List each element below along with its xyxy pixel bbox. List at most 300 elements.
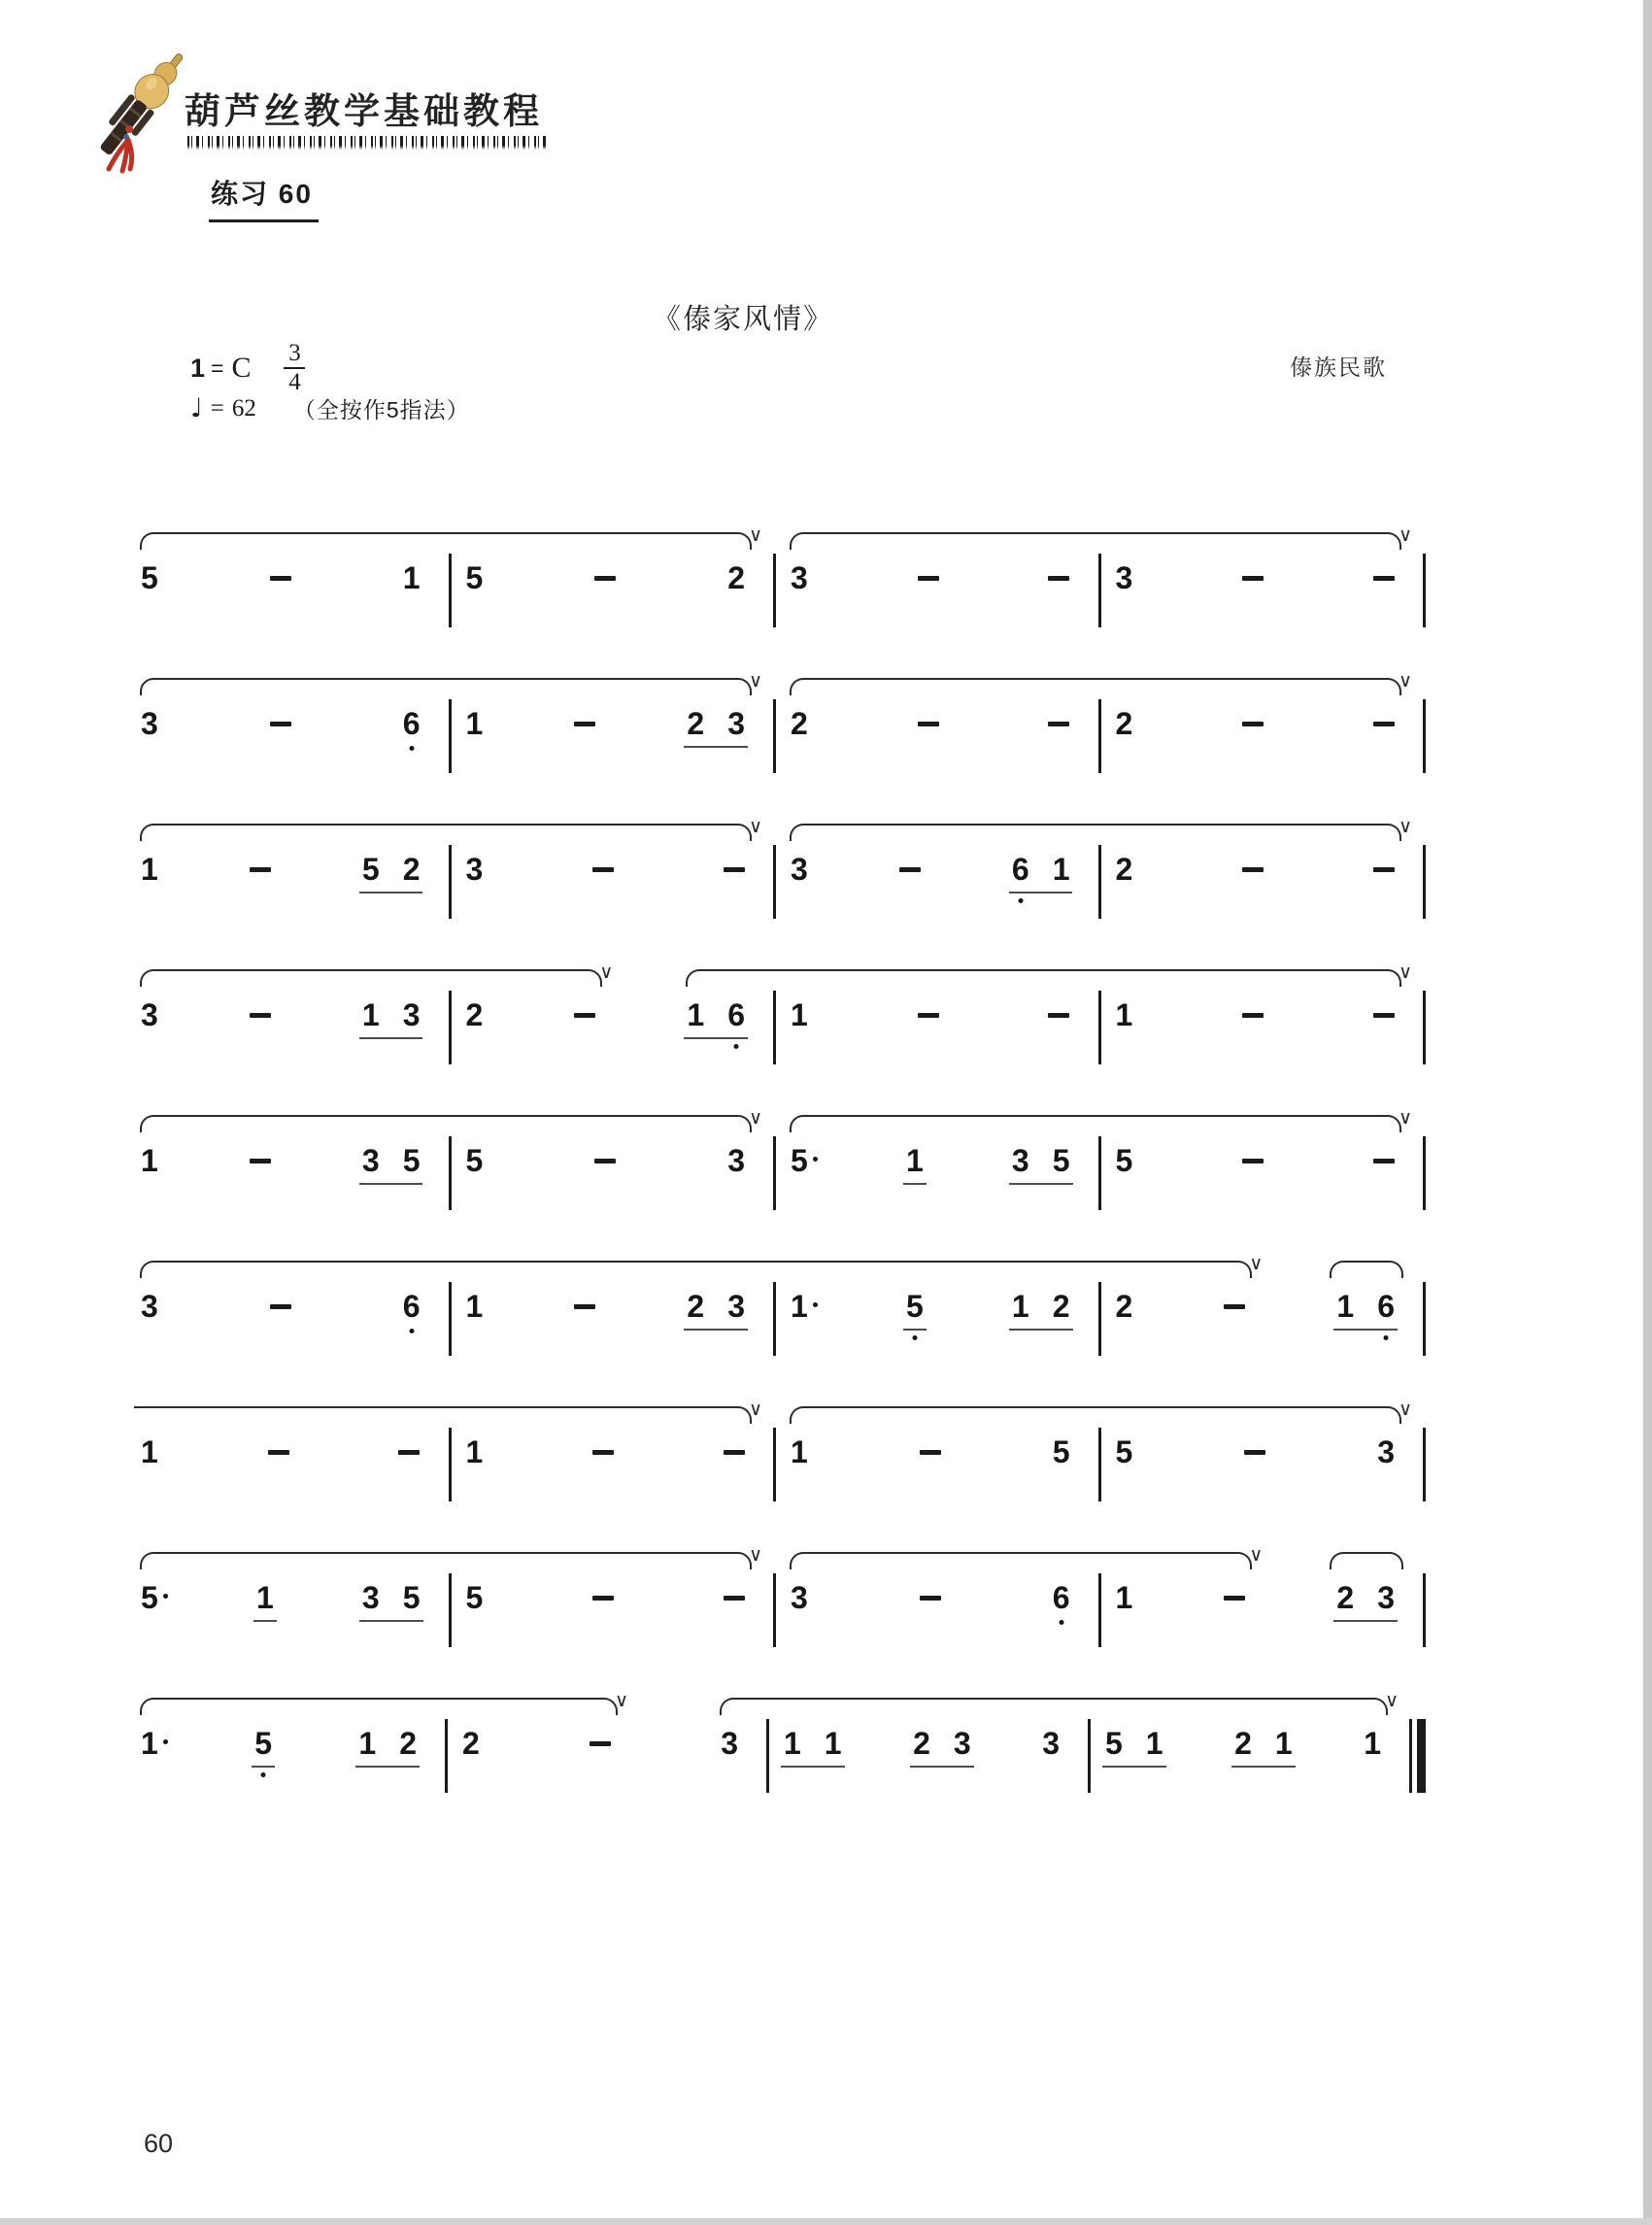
measure	[136, 1727, 445, 1768]
note-token	[788, 1581, 811, 1620]
note	[687, 707, 704, 740]
time-signature	[284, 341, 305, 395]
note-token	[1239, 561, 1266, 587]
dash-note	[1048, 722, 1069, 726]
note-group	[587, 1727, 614, 1752]
note-group	[247, 1144, 274, 1169]
note	[1336, 1290, 1354, 1323]
note-digit: 1	[1115, 997, 1133, 1032]
note-token	[247, 853, 274, 878]
slur	[790, 1115, 1401, 1132]
note-token	[138, 561, 161, 600]
breath-mark: ∨	[1399, 670, 1412, 691]
dash-note	[592, 867, 614, 872]
breath-mark: ∨	[749, 670, 762, 691]
note	[1364, 1727, 1381, 1760]
note-group	[359, 1144, 423, 1185]
note-group	[1113, 707, 1136, 746]
breath-mark: ∨	[1385, 1690, 1399, 1711]
note-digit: 5	[465, 1580, 484, 1615]
note-token	[721, 1544, 762, 1606]
note-token	[247, 998, 274, 1024]
note-group	[896, 853, 924, 878]
note	[791, 1144, 818, 1177]
slur	[720, 1698, 1388, 1715]
note-digit: 5	[1115, 1434, 1133, 1469]
note-group	[395, 1435, 422, 1461]
note-group	[915, 998, 942, 1024]
note-group	[1045, 998, 1072, 1024]
note-digit: 5	[141, 1580, 158, 1615]
measure	[776, 1435, 1098, 1474]
note-token	[1370, 524, 1412, 587]
note	[784, 1727, 801, 1760]
note-row	[136, 1399, 1426, 1501]
note-group	[1333, 1581, 1398, 1622]
note-token	[684, 998, 748, 1039]
dash-note	[592, 1450, 614, 1455]
note-group	[788, 707, 811, 746]
dash-note	[724, 1596, 745, 1601]
note-token	[267, 1290, 294, 1315]
note-digit: 2	[1115, 1289, 1133, 1324]
score-line	[136, 1391, 1426, 1503]
note-group	[400, 561, 423, 600]
note-token	[1113, 1144, 1136, 1183]
note-token	[138, 1727, 171, 1766]
note-group	[400, 707, 423, 746]
measure	[1101, 816, 1424, 892]
note	[141, 707, 158, 740]
note	[727, 998, 745, 1031]
measure	[136, 998, 449, 1039]
barcode-decoration	[187, 136, 549, 151]
measure	[136, 561, 449, 600]
dash-note	[1242, 867, 1264, 872]
score-line	[136, 1099, 1426, 1212]
note-digit: 5	[465, 1143, 484, 1178]
note-token	[265, 1435, 292, 1461]
note-digit: 5	[402, 1580, 421, 1615]
dash-note	[1242, 576, 1264, 581]
dash-note	[1373, 576, 1395, 581]
note-token	[788, 853, 811, 892]
note-row	[136, 1544, 1426, 1647]
slur	[140, 532, 752, 550]
note-token	[788, 998, 811, 1037]
measure	[452, 1290, 774, 1331]
note-digit: 1	[141, 1143, 158, 1178]
low-octave-dot	[1018, 898, 1023, 903]
note-group	[253, 1581, 277, 1622]
note-group	[463, 998, 487, 1037]
barline	[1423, 1428, 1426, 1501]
note-token	[1045, 561, 1072, 587]
note-token	[1374, 1399, 1412, 1474]
note	[1053, 1581, 1070, 1614]
note-digit: 6	[1377, 1289, 1395, 1324]
dash-note	[920, 1450, 941, 1455]
note-token	[463, 1290, 487, 1329]
note	[1146, 1727, 1163, 1760]
note	[466, 1290, 484, 1323]
note-token	[463, 1435, 487, 1474]
note	[1336, 1581, 1354, 1614]
note-token	[138, 1435, 161, 1474]
note-group	[463, 853, 487, 892]
note-digit: 6	[402, 706, 421, 741]
note	[791, 1435, 808, 1468]
note-group	[359, 853, 423, 893]
slur	[140, 1261, 1252, 1278]
note-token	[721, 816, 762, 878]
note-group	[1239, 561, 1266, 587]
note	[727, 561, 745, 594]
note-token	[915, 561, 942, 587]
note	[1053, 1144, 1070, 1177]
slur	[686, 969, 1401, 987]
note-group	[590, 853, 617, 878]
note-group	[138, 853, 161, 892]
note-digit: 1	[465, 1434, 484, 1469]
note-digit: 2	[727, 560, 745, 595]
breath-mark: ∨	[749, 1107, 762, 1129]
tempo-line	[190, 392, 470, 424]
note-digit: 3	[402, 997, 421, 1032]
note	[1377, 1581, 1395, 1614]
note-group	[718, 1727, 741, 1766]
note	[1275, 1727, 1293, 1760]
dash-note	[270, 576, 291, 581]
note-group	[721, 1581, 748, 1606]
measure	[776, 1290, 1098, 1331]
measure	[136, 1290, 449, 1329]
note-group	[1333, 1290, 1398, 1331]
note-digit: 5	[791, 1143, 808, 1178]
note-group	[903, 1144, 927, 1185]
score-line	[136, 662, 1426, 775]
dash-note	[1373, 722, 1395, 726]
note-digit: 1	[1115, 1580, 1133, 1615]
score-line	[136, 954, 1426, 1066]
note-group	[459, 1727, 483, 1766]
note-digit: 3	[727, 1289, 745, 1324]
key-signature	[190, 338, 305, 398]
note-group	[1113, 1144, 1136, 1183]
note-group	[1221, 1290, 1248, 1315]
brand-title: 葫芦丝教学基础教程	[185, 91, 543, 131]
note	[727, 1144, 745, 1177]
dash-note	[594, 576, 616, 581]
note-row	[136, 524, 1426, 627]
note-row	[136, 961, 1426, 1064]
note-token	[459, 1727, 483, 1766]
note-token	[1333, 1290, 1398, 1331]
note-token	[1045, 998, 1072, 1024]
measure	[769, 1727, 1088, 1768]
note-group	[915, 707, 942, 732]
note	[141, 1290, 158, 1323]
note-group	[1374, 1435, 1398, 1474]
note-group	[1370, 561, 1398, 587]
note-group	[1370, 1144, 1398, 1169]
note-group	[910, 1727, 974, 1768]
note-digit: 3	[791, 852, 808, 887]
dash-note	[1242, 722, 1264, 726]
note-group	[138, 707, 161, 746]
note-token	[1231, 1727, 1296, 1768]
note	[1116, 998, 1133, 1031]
note-token	[463, 998, 487, 1037]
barline	[1423, 554, 1426, 627]
dash-note	[250, 1159, 271, 1163]
note-token	[1361, 1690, 1399, 1766]
note	[1116, 1144, 1133, 1177]
note-digit: 3	[791, 1580, 808, 1615]
measure	[776, 1581, 1098, 1620]
note-group	[1009, 1290, 1073, 1331]
note-digit: 1	[687, 997, 705, 1032]
barline	[1409, 1719, 1412, 1793]
note-group	[1239, 853, 1266, 878]
note-digit: 1	[824, 1726, 842, 1761]
dash-note	[590, 1741, 611, 1746]
score-line	[136, 1682, 1426, 1795]
note-group	[252, 1727, 275, 1768]
note-token	[463, 707, 487, 746]
barline-thick	[1417, 1719, 1426, 1793]
breath-mark: ∨	[1399, 961, 1412, 983]
note-token	[1009, 1290, 1073, 1331]
note-digit: 1	[141, 1434, 158, 1469]
dash-note	[1224, 1596, 1245, 1601]
note-digit: 1	[465, 1289, 484, 1324]
note-token	[903, 1144, 927, 1185]
dash-note	[574, 1304, 595, 1309]
note-token	[1050, 1435, 1073, 1474]
note-token	[591, 1144, 619, 1169]
augmentation-dot	[813, 1302, 818, 1307]
note	[1053, 1290, 1070, 1323]
note-group	[138, 998, 161, 1037]
measure	[136, 1435, 449, 1474]
note-group	[590, 1435, 617, 1461]
note	[466, 1435, 484, 1468]
key-do: 1	[190, 353, 206, 383]
note-token	[590, 853, 617, 878]
note-token	[355, 1727, 420, 1768]
breath-mark: ∨	[1399, 1107, 1412, 1129]
note-group	[684, 707, 748, 748]
note-digit: 3	[1115, 560, 1133, 595]
note-token	[788, 1144, 821, 1183]
final-barline	[1409, 1727, 1426, 1793]
slur	[134, 1406, 752, 1424]
key-letter: C	[231, 352, 252, 384]
breath-mark: ∨	[749, 1544, 762, 1566]
note-digit: 1	[1052, 852, 1070, 887]
dash-note	[574, 722, 595, 726]
dash-note	[1373, 1013, 1395, 1018]
note	[1053, 1435, 1070, 1468]
measure	[136, 853, 449, 893]
note-group	[1239, 1144, 1266, 1169]
note-token	[1113, 1290, 1136, 1329]
note-token	[1241, 1435, 1268, 1461]
note	[1377, 1290, 1395, 1323]
note	[721, 1727, 738, 1760]
note	[141, 1435, 158, 1468]
note	[906, 1290, 924, 1323]
tempo-equals: =	[210, 394, 224, 421]
note-group	[463, 1581, 487, 1620]
note-digit: 5	[141, 560, 158, 595]
low-octave-dot	[409, 746, 414, 751]
dash-note	[1048, 1013, 1069, 1018]
note-token	[903, 1290, 927, 1331]
song-title: 《傣家风情》	[652, 304, 833, 335]
note-digit: 3	[141, 997, 158, 1032]
breath-mark: ∨	[1249, 1253, 1264, 1274]
note	[791, 1290, 818, 1323]
note-token	[267, 561, 294, 587]
note-token	[788, 707, 811, 746]
note	[791, 561, 808, 594]
measure	[452, 524, 774, 600]
breath-mark: ∨	[1399, 816, 1412, 837]
note	[687, 998, 704, 1031]
note-group	[1039, 1727, 1062, 1766]
measure	[776, 998, 1098, 1037]
note	[403, 1290, 421, 1323]
measure	[136, 1144, 449, 1185]
note-group	[463, 1144, 487, 1183]
note-token	[1113, 1581, 1136, 1620]
slur	[140, 678, 752, 695]
note-group	[725, 1144, 748, 1183]
note	[362, 998, 380, 1031]
note-group	[247, 853, 274, 878]
slur	[140, 824, 752, 841]
note-token	[781, 1727, 845, 1768]
note-group	[1045, 561, 1072, 587]
note-digit: 1	[784, 1726, 801, 1761]
note-group	[267, 561, 294, 587]
note-digit: 5	[1115, 1143, 1133, 1178]
note-digit: 3	[727, 1143, 745, 1178]
note-token	[138, 707, 161, 746]
note-digit: 2	[791, 706, 808, 741]
note-group	[1370, 707, 1398, 732]
dash-note	[592, 1596, 614, 1601]
note-group	[1050, 1581, 1073, 1620]
note-group	[265, 1435, 292, 1461]
note-digit: 3	[361, 1143, 380, 1178]
measure	[1101, 961, 1424, 1037]
slur	[1330, 1552, 1403, 1569]
dash-note	[724, 1450, 745, 1455]
note-token	[253, 1581, 277, 1622]
dash-note	[250, 867, 271, 872]
note-group	[684, 1290, 748, 1331]
measure	[1101, 670, 1424, 746]
note	[1377, 1435, 1395, 1468]
note-token	[138, 998, 161, 1037]
score-line	[136, 808, 1426, 921]
note-group	[591, 561, 619, 587]
note-digit: 2	[1115, 852, 1133, 887]
note-token	[1239, 853, 1266, 878]
note-token	[1113, 1435, 1136, 1474]
slur	[790, 1552, 1252, 1569]
note-digit: 5	[905, 1289, 924, 1324]
slur	[790, 1406, 1401, 1424]
note-token	[1370, 1107, 1412, 1169]
note-group	[1113, 998, 1136, 1037]
low-octave-dot	[409, 1329, 414, 1333]
note-token	[718, 1727, 741, 1766]
slur	[140, 969, 602, 987]
note-group	[138, 561, 161, 600]
note-row	[136, 1690, 1426, 1793]
note-group	[138, 1435, 161, 1474]
note-token	[1113, 707, 1136, 746]
note	[1116, 1435, 1133, 1468]
note	[256, 1581, 274, 1614]
barline	[1423, 991, 1426, 1064]
note-digit: 6	[402, 1289, 421, 1324]
note-token	[1009, 1144, 1073, 1185]
note-group	[788, 1581, 811, 1620]
note-digit: 2	[1234, 1726, 1252, 1761]
note-group	[721, 1435, 748, 1461]
note	[727, 707, 745, 740]
note-group	[1370, 853, 1398, 878]
measure	[776, 853, 1098, 893]
note-token	[1113, 998, 1136, 1037]
note-token	[1370, 816, 1412, 878]
note-digit: 3	[721, 1726, 738, 1761]
note	[1116, 1290, 1133, 1323]
note-token	[267, 707, 294, 732]
dash-note	[724, 867, 745, 872]
note-token	[917, 1581, 944, 1606]
note-digit: 2	[913, 1726, 930, 1761]
note-token	[587, 1690, 628, 1752]
note-token	[400, 1290, 423, 1329]
note	[403, 1581, 421, 1614]
note-group	[788, 1290, 821, 1329]
note-digit: 1	[791, 1434, 808, 1469]
note	[399, 1727, 417, 1760]
slur	[1330, 1261, 1403, 1278]
time-numerator: 3	[288, 340, 301, 366]
note-group	[917, 1581, 944, 1606]
note-token	[359, 1581, 423, 1622]
note	[362, 853, 380, 886]
note-group	[1050, 1435, 1073, 1474]
note-group	[1370, 998, 1398, 1024]
measure	[136, 1581, 449, 1622]
measure	[452, 1544, 774, 1620]
note-group	[138, 1581, 171, 1620]
note-token	[463, 853, 487, 892]
note-group	[1231, 1727, 1296, 1768]
note	[403, 561, 421, 594]
note-group	[138, 1727, 171, 1766]
note-group	[1241, 1435, 1268, 1461]
note-token	[915, 707, 942, 732]
